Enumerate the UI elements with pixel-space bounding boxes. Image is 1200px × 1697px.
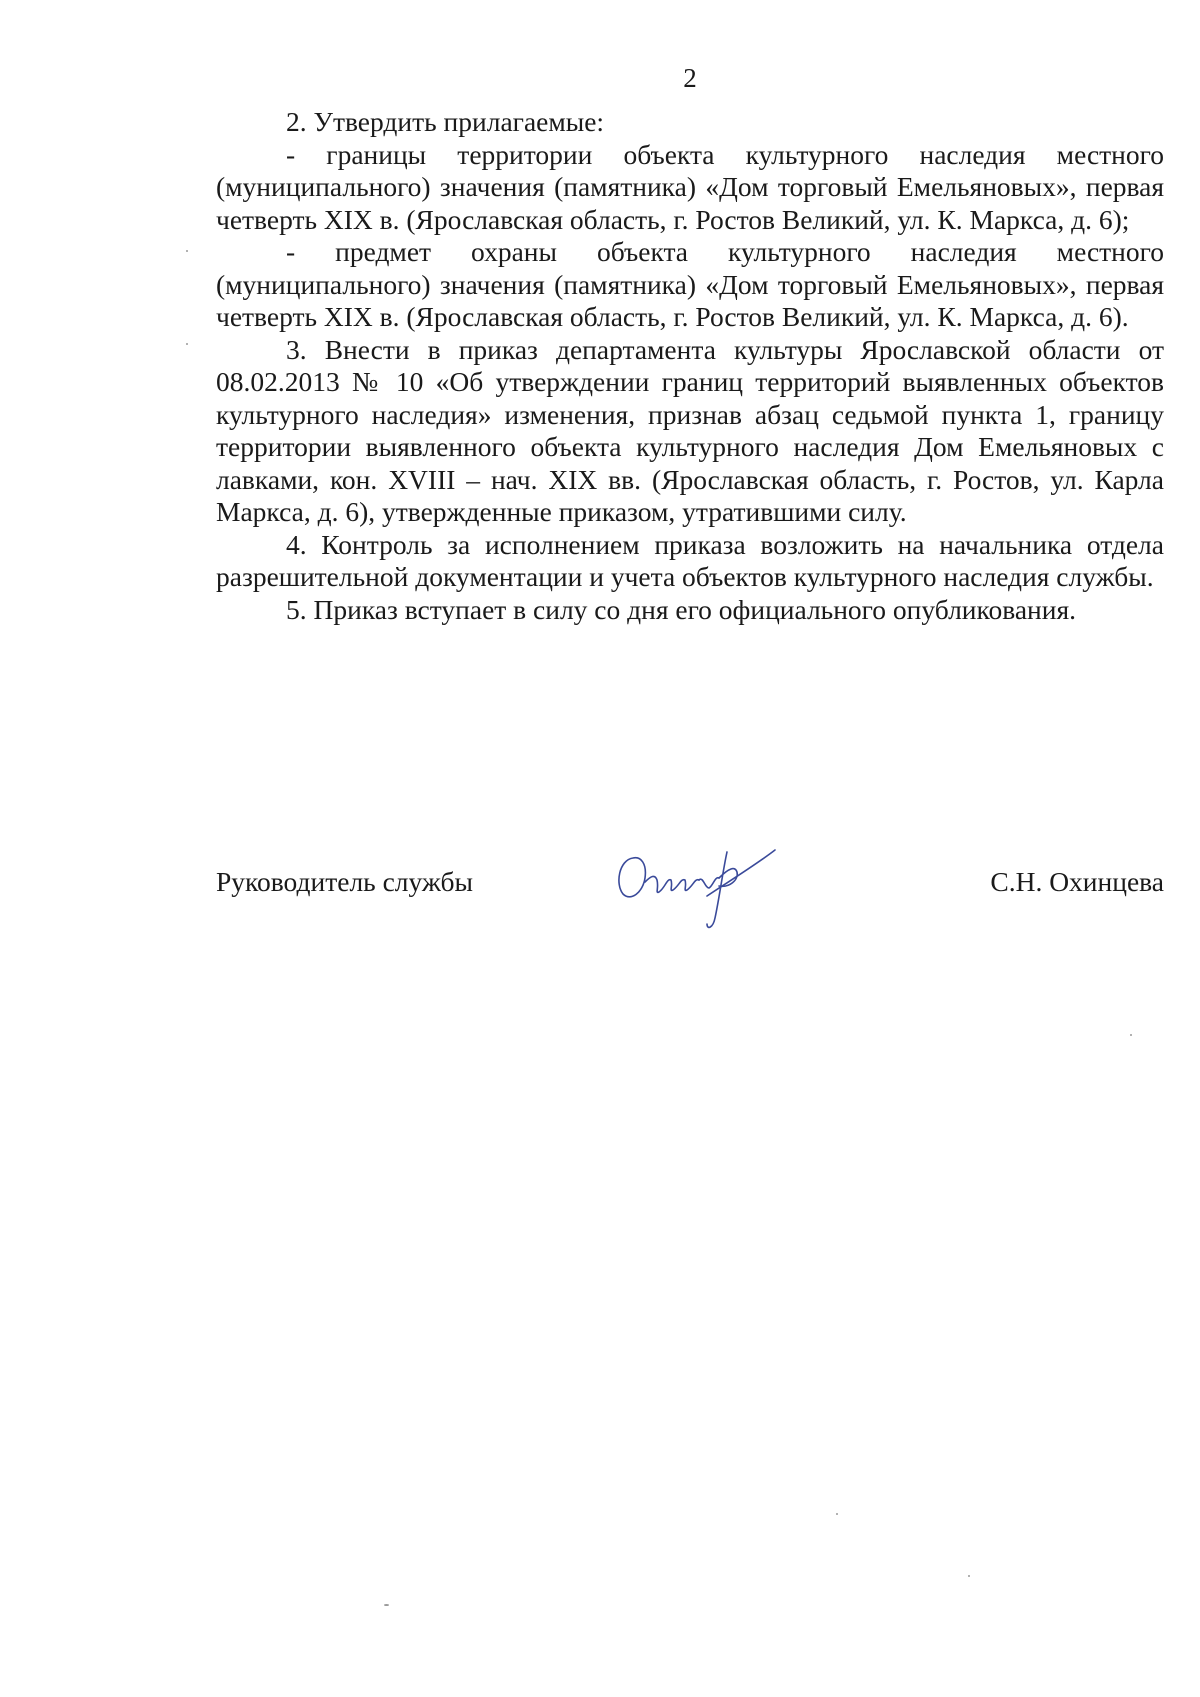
paragraph-boundaries: - границы территории объекта культурного наследия местного (муниципального) значения (памятника) «Дом торговый Емельяновых», первая четверть XIX в. (Ярославская область, г. Ростов Великий, ул. К. Маркса, д. 6); bbox=[216, 138, 1164, 235]
handwritten-signature bbox=[611, 840, 781, 935]
signatory-name: С.Н. Охинцева bbox=[990, 866, 1164, 897]
paragraph-approve: 2. Утвердить прилагаемые: bbox=[286, 106, 605, 137]
document-body bbox=[216, 106, 1164, 626]
page-number: 2 bbox=[683, 63, 697, 93]
paragraph-amendments: 3. Внести в приказ департамента культуры Ярославской области от 08.02.2013 № 10 «Об утверждении границ территорий выявленных объектов культурного наследия» изменения, признав абзац седьмой пункта 1, границу территории выявленного объекта культурного наследия Дом Емельяновых с лавками, кон. XVIII – нач. XIX вв. (Ярославская область, г. Ростов, ул. Карла Маркса, д. 6), утвержденные приказом, утратившими силу. bbox=[216, 333, 1164, 527]
scan-speck bbox=[1130, 1034, 1132, 1036]
scan-speck bbox=[968, 1575, 970, 1577]
scan-speck bbox=[836, 1513, 838, 1515]
signatory-role: Руководитель службы bbox=[216, 866, 474, 897]
scan-speck bbox=[186, 250, 188, 252]
paragraph-protection-subject: - предмет охраны объекта культурного наследия местного (муниципального) значения (памятника) «Дом торговый Емельяновых», первая четверть XIX в. (Ярославская область, г. Ростов Великий, ул. К. Маркса, д. 6). bbox=[216, 236, 1164, 332]
paragraph-effective: 5. Приказ вступает в силу со дня его официального опубликования. bbox=[286, 593, 1077, 625]
scan-speck bbox=[186, 343, 188, 345]
signature-block bbox=[216, 866, 1164, 906]
paragraph-control: 4. Контроль за исполнением приказа возложить на начальника отдела разрешительной документации и учета объектов культурного наследия службы. bbox=[216, 528, 1164, 592]
scan-speck bbox=[384, 1604, 389, 1606]
